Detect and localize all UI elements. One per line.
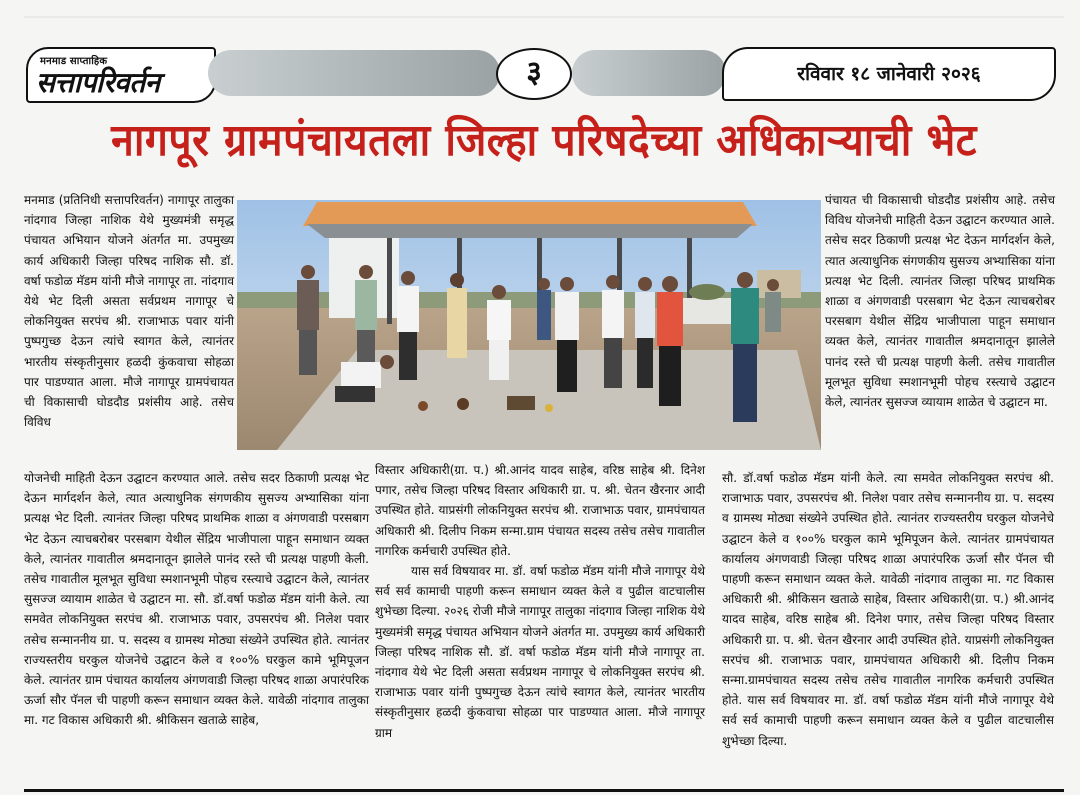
article-column-middle	[375, 460, 705, 743]
article-column-right-bottom	[722, 468, 1054, 751]
article-text: सौ. डॉ.वर्षा फडोळ मॅडम यांनी केले. त्या समवेत लोकनियुक्त सरपंच श्री. राजाभाऊ पवार, उपसरपंच श्री. निलेश पवार तसेच सन्माननीय ग्रा. प. सदस्य व ग्रामस्थ मोठ्या संख्येने उपस्थित होते. त्यानंतर राज्यस्तरीय घरकुल योजनेचे उद्घाटन केले व १००% घरकुल कामे भूमिपूजन केले. त्यानंतर ग्रामपंचायत कार्यालय अंगणवाडी जिल्हा परिषद शाळा अपारंपरिक ऊर्जा सौर पॅनल ची पाहणी करून समाधान व्यक्त केले. यावेळी नांदगाव तालुका मा. गट विकास अधिकारी श्री. श्रीकिसन खताळे साहेब, विस्तार अधिकारी(ग्रा. प.) श्री.आनंद यादव साहेब, वरिष्ठ साहेब श्री. दिनेश पगार, तसेच जिल्हा परिषद विस्तार अधिकारी ग्रा. प. श्री. चेतन खैरनार आदी उपस्थित होते. याप्रसंगी लोकनियुक्त सरपंच श्री. राजाभाऊ पवार, ग्रामपंचायत अधिकारी श्री. दिलीप निकम सन्मा.ग्रामपंचायत सदस्य तसेच तसेच गावातील नागरिक कर्मचारी उपस्थित होते. यास सर्व विषयावर मा. डॉ. वर्षा फडोळ मॅडम यांनी मौजे नागापूर येथे सर्व सर्व कामाची पाहणी करून समाधान व्यक्त केले व पुढील वाटचालीस शुभेच्छा दिल्या.	[722, 471, 1054, 748]
page-number: ३	[496, 48, 572, 100]
article-text: पंचायत ची विकासाची घोडदौड प्रशंसीय आहे. तसेच विविध योजनेची माहिती देऊन उद्घाटन करण्यात आले. तसेच सदर ठिकाणी प्रत्यक्ष भेट देऊन मार्गदर्शन केले, त्यात अत्याधुनिक संगणकीय सुसज्य अभ्यासिका यांना प्रत्यक्ष भेट दिली. त्यानंतर जिल्हा परिषद प्राथमिक शाळा व अंगणवाडी परसबाग भेट देऊन त्याचबरोबर परसबाग येथील सेंद्रिय भाजीपाला पाहून समाधान व्यक्त केले, त्यानंतर गावातील श्रमदानातून झालेले पानंद रस्ते ची प्रत्यक्ष पाहणी केली. तसेच गावातील मूलभूत सुविधा स्मशानभूमी पोहच रस्त्याचे उद्घाटन केले, त्यानंतर सुसज्ज व्यायाम शाळेत चे उद्घाटन मा.	[825, 193, 1055, 410]
top-rule	[24, 16, 1064, 18]
article-text: विस्तार अधिकारी(ग्रा. प.) श्री.आनंद यादव साहेब, वरिष्ठ साहेब श्री. दिनेश पगार, तसेच जिल्हा परिषद विस्तार अधिकारी ग्रा. प. श्री. चेतन खैरनार आदी उपस्थित होते. याप्रसंगी लोकनियुक्त सरपंच श्री. राजाभाऊ पवार, ग्रामपंचायत अधिकारी श्री. दिलीप निकम सन्मा.ग्राम पंचायत सदस्य तसेच तसेच गावातील नागरिक कर्मचारी उपस्थित होते.	[375, 463, 705, 558]
article-column-left-bottom	[24, 468, 369, 731]
issue-date: रविवार १८ जानेवारी २०२६	[722, 47, 1056, 101]
headline: नागपूर ग्रामपंचायतला जिल्हा परिषदेच्या अधिकाऱ्याची भेट	[111, 115, 977, 166]
masthead-title: सत्तापरिवर्तन	[36, 66, 160, 99]
photo-illustration	[237, 200, 821, 450]
masthead-pre-title: मनमाड साप्ताहिक	[40, 56, 108, 67]
article-text: योजनेची माहिती देऊन उद्घाटन करण्यात आले. तसेच सदर ठिकाणी प्रत्यक्ष भेट देऊन मार्गदर्शन केले, त्यात अत्याधुनिक संगणकीय सुसज्य अभ्यासिका यांना प्रत्यक्ष भेट दिली. त्यानंतर जिल्हा परिषद प्राथमिक शाळा व अंगणवाडी परसबाग भेट देऊन त्याचबरोबर परसबाग येथील सेंद्रिय भाजीपाला पाहून समाधान व्यक्त केले, त्यानंतर गावातील श्रमदानातून झालेले पानंद रस्ते ची प्रत्यक्ष पाहणी केली. तसेच गावातील मूलभूत सुविधा स्मशानभूमी पोहच रस्त्याचे उद्घाटन केले, त्यानंतर सुसज्ज व्यायाम शाळेत चे उद्घाटन मा. सौ. डॉ.वर्षा फडोळ मॅडम यांनी केले. त्या समवेत लोकनियुक्त सरपंच श्री. राजाभाऊ पवार, उपसरपंच श्री. निलेश पवार तसेच सन्माननीय ग्रा. प. सदस्य व ग्रामस्थ मोठ्या संख्येने उपस्थित होते. त्यानंतर राज्यस्तरीय घरकुल योजनेचे उद्घाटन केले व १००% घरकुल कामे भूमिपूजन केले. त्यानंतर ग्राम पंचायत कार्यालय अंगणवाडी जिल्हा परिषद शाळा अपारंपरिक ऊर्जा सौर पॅनल ची पाहणी करून समाधान व्यक्त केले. यावेळी नांदगाव तालुका मा. गट विकास अधिकारी श्री. श्रीकिसन खताळे साहेब,	[24, 471, 369, 728]
article-text-span: यास सर्व विषयावर मा. डॉ. वर्षा फडोळ मॅडम यांनी मौजे नागापूर येथे सर्व सर्व कामाची पाहणी करून समाधान व्यक्त केले व पुढील वाटचालीस शुभेच्छा दिल्या. २०२६ रोजी मौजे नागापूर तालुका नांदगाव जिल्हा नाशिक येथे मुख्यमंत्री समृद्ध पंचायत अभियान योजने अंतर्गत मा. उपमुख्य कार्य अधिकारी जिल्हा परिषद नाशिक सौ. डॉ. वर्षा फडोळ मॅडम यांनी मौजे नागापूर ता. नांदगाव येथे भेट दिली असता सर्वप्रथम नागापूर चे लोकनियुक्त सरपंच श्री. राजाभाऊ पवार यांनी पुष्पगुच्छ देऊन त्यांचे स्वागत केले, त्यानंतर भारतीय संस्कृतीनुसार हळदी कुंकवाचा सोहळा पार पाडण्यात आला. मौजे नागापूर ग्राम	[375, 564, 705, 740]
header-bar-right	[572, 50, 726, 96]
article-column-right-top	[825, 190, 1055, 412]
article-text: मनमाड (प्रतिनिधी सत्तापरिवर्तन) नागापूर तालुका नांदगाव जिल्हा नाशिक येथे मुख्यमंत्री समृद्ध पंचायत अभियान योजने अंतर्गत मा. उपमुख्य कार्य अधिकारी जिल्हा परिषद नाशिक सौ. डॉ. वर्षा फडोळ मॅडम यांनी मौजे नागापूर ता. नांदगाव येथे भेट दिली असता सर्वप्रथम नागापूर चे लोकनियुक्त सरपंच श्री. राजाभाऊ पवार यांनी पुष्पगुच्छ देऊन त्यांचे स्वागत केले, त्यानंतर भारतीय संस्कृतीनुसार हळदी कुंकवाचा सोहळा पार पाडण्यात आला. मौजे नागापूर ग्रामपंचायत ची विकासाची घोडदौड प्रशंसीय आहे. तसेच विविध	[24, 193, 234, 430]
bottom-rule	[24, 789, 1064, 792]
masthead	[26, 47, 216, 103]
header-bar-left	[208, 50, 500, 96]
news-photo	[237, 200, 821, 450]
article-column-left-top	[24, 190, 234, 432]
article-text	[375, 561, 705, 743]
